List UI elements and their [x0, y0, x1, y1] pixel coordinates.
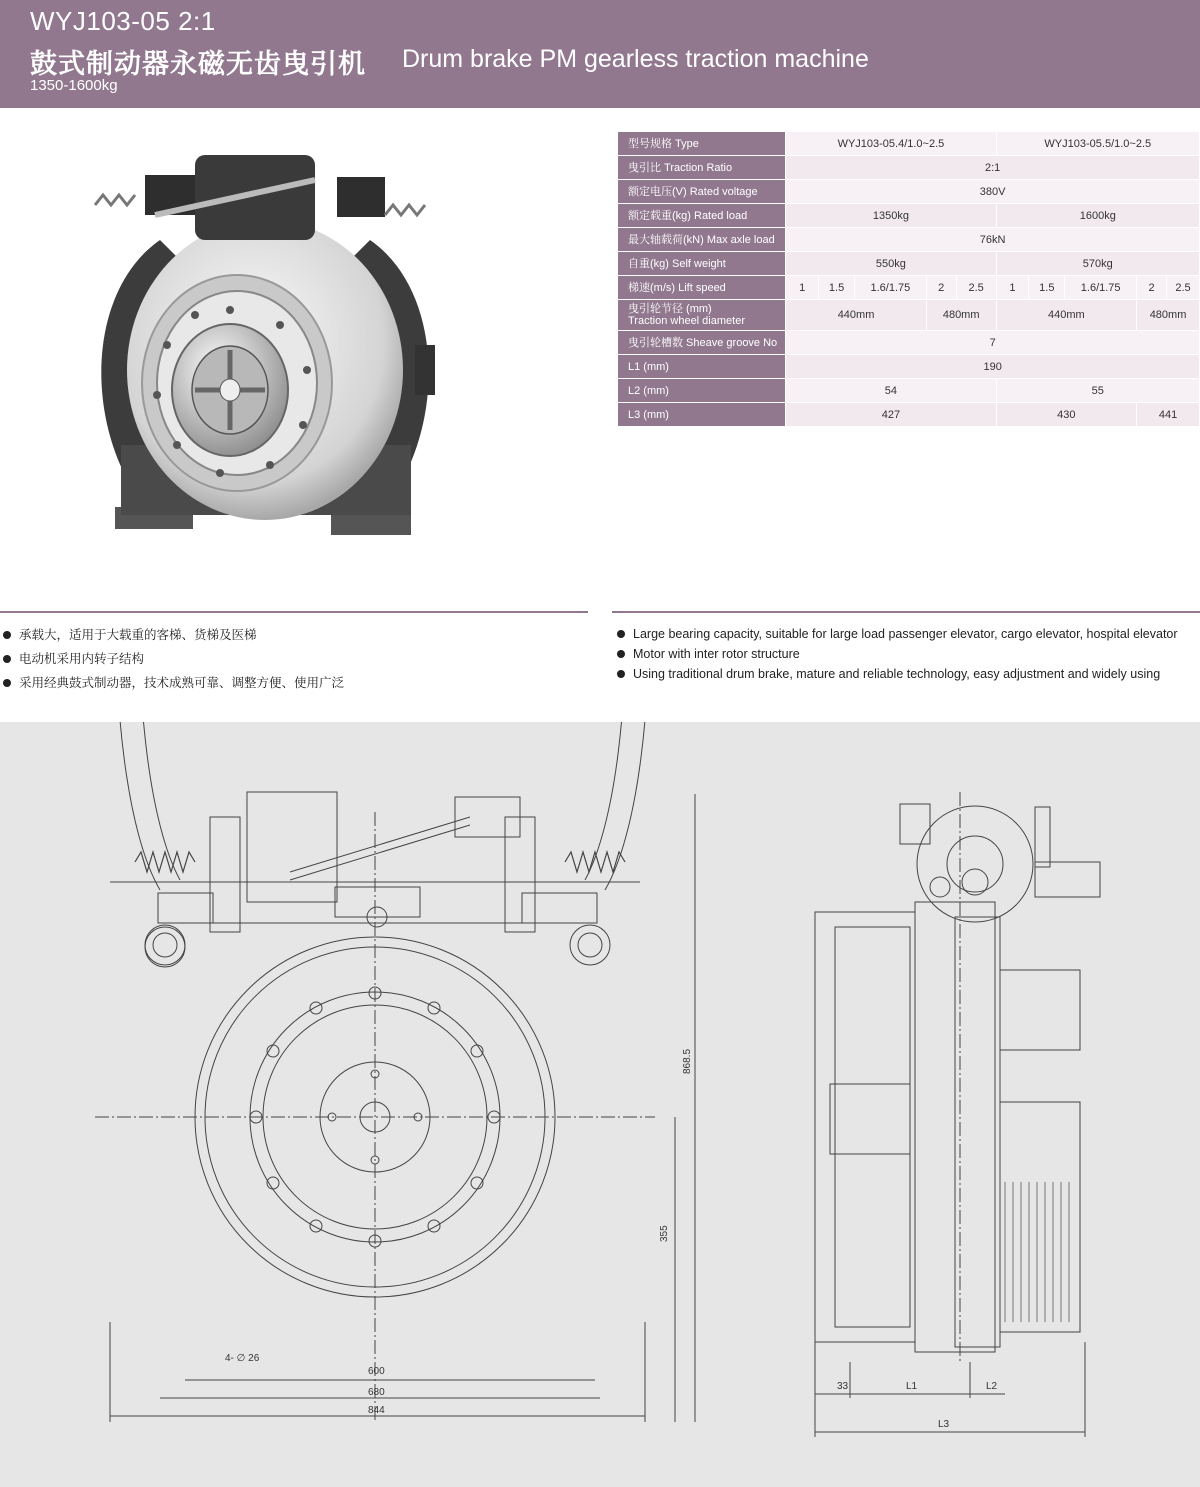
- l1-value: 190: [786, 355, 1200, 379]
- l3-c: 441: [1137, 403, 1200, 427]
- bullet-icon: [617, 650, 625, 658]
- feature-item: [3, 623, 344, 647]
- type-a: WYJ103-05.4/1.0~2.5: [786, 132, 996, 156]
- feature-text: 电动机采用内转子结构: [19, 652, 145, 666]
- row-l3: [618, 403, 1200, 427]
- feature-text: 承载大，适用于大载重的客梯、货梯及医梯: [19, 628, 257, 642]
- product-photo: [85, 145, 445, 555]
- row-type: [618, 132, 1200, 156]
- diameter-cell: 480mm: [926, 300, 996, 331]
- label-groove: 曳引轮槽数 Sheave groove No: [618, 331, 786, 355]
- dim-33: 33: [837, 1381, 849, 1392]
- features-english: [617, 624, 1178, 684]
- axle-value: 76kN: [786, 228, 1200, 252]
- header-band: [0, 0, 1200, 108]
- speed-cell: 1: [786, 276, 819, 300]
- label-l1: L1 (mm): [618, 355, 786, 379]
- dim-844: 844: [368, 1405, 385, 1416]
- row-speed: [618, 276, 1200, 300]
- row-diameter: [618, 300, 1200, 331]
- speed-cell: 1.5: [1029, 276, 1065, 300]
- diameter-cell: 440mm: [786, 300, 927, 331]
- feature-text: 采用经典鼓式制动器，技术成熟可靠、调整方便、使用广泛: [19, 676, 345, 690]
- label-type: 型号规格 Type: [618, 132, 786, 156]
- diameter-cell: 480mm: [1137, 300, 1200, 331]
- speed-cell: 1.6/1.75: [1065, 276, 1137, 300]
- feature-item: [617, 624, 1178, 644]
- l3-b: 430: [996, 403, 1137, 427]
- front-view: [95, 722, 695, 1487]
- row-axle: [618, 228, 1200, 252]
- feature-item: [617, 644, 1178, 664]
- type-b: WYJ103-05.5/1.0~2.5: [996, 132, 1199, 156]
- load-b: 1600kg: [996, 204, 1199, 228]
- label-axle: 最大轴载荷(kN) Max axle load: [618, 228, 786, 252]
- label-l3: L3 (mm): [618, 403, 786, 427]
- speed-cell: 1.6/1.75: [854, 276, 926, 300]
- speed-cell: 2.5: [956, 276, 996, 300]
- feature-text: Using traditional drum brake, mature and reliable technology, easy adjustment and widely using: [633, 667, 1161, 681]
- row-l2: [618, 379, 1200, 403]
- bullet-icon: [617, 630, 625, 638]
- label-ratio: 曳引比 Traction Ratio: [618, 156, 786, 180]
- divider-left: [0, 611, 588, 613]
- weight-b: 570kg: [996, 252, 1199, 276]
- features-chinese: [3, 623, 344, 695]
- dim-l3: L3: [938, 1419, 950, 1430]
- row-weight: [618, 252, 1200, 276]
- load-a: 1350kg: [786, 204, 996, 228]
- load-range: 1350-1600kg: [30, 77, 118, 94]
- label-diameter-en: Traction wheel diameter: [628, 315, 745, 327]
- feature-item: [3, 671, 344, 695]
- feature-item: [617, 664, 1178, 684]
- label-weight: 自重(kg) Self weight: [618, 252, 786, 276]
- title-english: Drum brake PM gearless traction machine: [402, 45, 869, 73]
- label-diameter: [618, 300, 786, 331]
- bullet-icon: [3, 679, 11, 687]
- row-groove: [618, 331, 1200, 355]
- row-ratio: [618, 156, 1200, 180]
- diameter-cell: 440mm: [996, 300, 1137, 331]
- dim-680: 680: [368, 1387, 385, 1398]
- label-voltage: 额定电压(V) Rated voltage: [618, 180, 786, 204]
- label-speed: 梯速(m/s) Lift speed: [618, 276, 786, 300]
- l2-a: 54: [786, 379, 996, 403]
- dim-l2: L2: [986, 1381, 998, 1392]
- feature-item: [3, 647, 344, 671]
- speed-cell: 1.5: [819, 276, 855, 300]
- dim-height: 868.5: [682, 1048, 693, 1074]
- label-l2: L2 (mm): [618, 379, 786, 403]
- model-title: WYJ103-05 2:1: [30, 6, 216, 36]
- feature-text: Motor with inter rotor structure: [633, 647, 800, 661]
- row-load: [618, 204, 1200, 228]
- row-voltage: [618, 180, 1200, 204]
- groove-value: 7: [786, 331, 1200, 355]
- speed-cell: 2: [926, 276, 956, 300]
- weight-a: 550kg: [786, 252, 996, 276]
- l3-a: 427: [786, 403, 996, 427]
- label-diameter-cn: 曳引轮节径 (mm): [628, 303, 712, 315]
- technical-drawing-panel: [0, 722, 1200, 1487]
- ratio-value: 2:1: [786, 156, 1200, 180]
- title-chinese: 鼓式制动器永磁无齿曳引机: [30, 49, 366, 79]
- divider-right: [612, 611, 1200, 613]
- dim-holes: 4- ∅ 26: [225, 1353, 260, 1364]
- technical-drawing: [0, 722, 1200, 1487]
- l2-b: 55: [996, 379, 1199, 403]
- speed-cell: 2: [1137, 276, 1167, 300]
- speed-cell: 1: [996, 276, 1029, 300]
- dim-600: 600: [368, 1366, 385, 1377]
- spec-table: [617, 131, 1200, 427]
- bullet-icon: [617, 670, 625, 678]
- feature-text: Large bearing capacity, suitable for large load passenger elevator, cargo elevator, hospital elevator: [633, 627, 1178, 641]
- dim-l1: L1: [906, 1381, 918, 1392]
- bullet-icon: [3, 655, 11, 663]
- row-l1: [618, 355, 1200, 379]
- label-load: 额定载重(kg) Rated load: [618, 204, 786, 228]
- bullet-icon: [3, 631, 11, 639]
- dim-center-height: 355: [659, 1225, 670, 1242]
- speed-cell: 2.5: [1166, 276, 1199, 300]
- side-view: [815, 792, 1100, 1437]
- voltage-value: 380V: [786, 180, 1200, 204]
